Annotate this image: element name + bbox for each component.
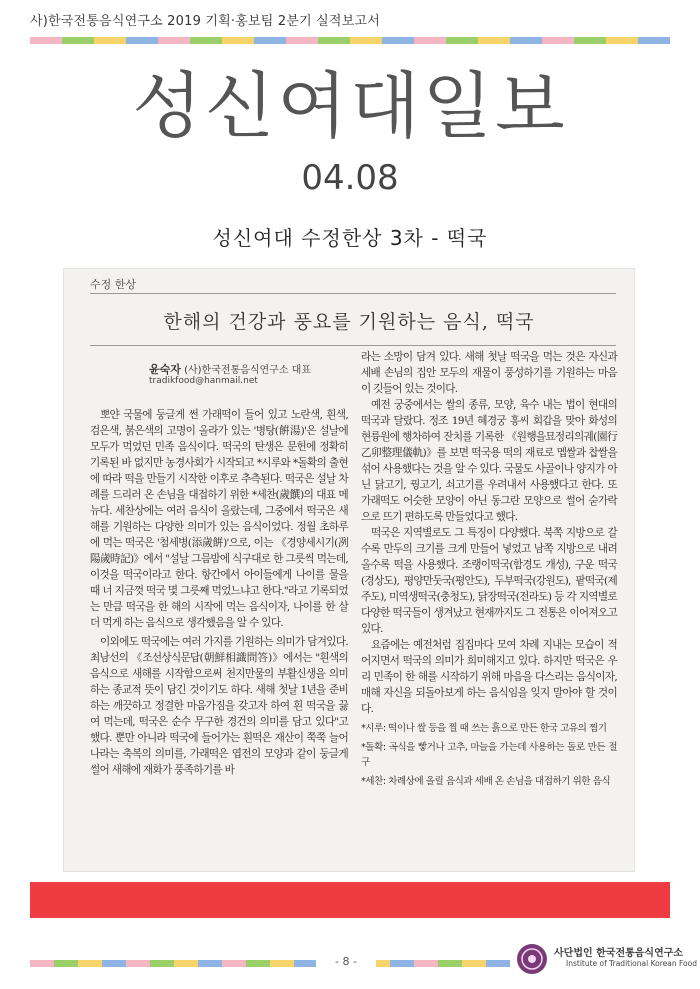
stripe-segment (222, 960, 246, 967)
stripe-segment (414, 37, 446, 44)
page-number: - 8 - (316, 955, 376, 968)
organization-name-english: Institute of Traditional Korean Food (566, 959, 697, 968)
stripe-segment (542, 37, 574, 44)
stripe-segment (638, 37, 670, 44)
organization-name-korean: 사단법인 한국전통음식연구소 (554, 948, 684, 959)
paragraph: 이외에도 떡국에는 여러 가지를 기원하는 의미가 담겨있다. 최남선의 《조선상식문답(朝鮮相識問答)》에서는 "흰색의 음식으로 새해를 시작함으로써 천지만물의 부활신생을 의미하는 종교적 뜻이 담긴 것이기도 하다. 새해 첫날 1년을 준비하는 깨끗하고 정결한 마음가짐을 갖고자 하여 흰 떡국을 끓여 먹는데, 떡국은 순수 무구한 경건의 의미를 담고 있다"고 했다. 뿐만 아니라 떡국에 들어가는 흰떡은 재산이 쭉쭉 늘어나라는 축복의 의미를, 가래떡은 엽전의 모양과 같이 둥글게 썰어 새해에 재화가 풍족하기를 바 (90, 636, 348, 776)
stripe-segment (54, 960, 78, 967)
stripe-segment (94, 37, 126, 44)
paragraph: 뽀얀 국물에 둥글게 썬 가래떡이 들어 있고 노란색, 흰색, 검은색, 붉은색의 고명이 올라가 있는 '병탕(餠湯)'은 설날에 모두가 먹었던 민족 음식이다. 떡국의 탄생은 문헌에 정확히 기록된 바 없지만 농경사회가 시작되고 *시루와 *돌확의 출현에 따라 떡을 만들기 시작한 이후로 추측된다. 떡국은 설날 차례를 드리러 온 손님을 대접하기 위한 *세찬(歲饌)의 대표 메뉴다. 세찬상에는 여러 음식이 올랐는데, 그중에서 떡국은 새해를 기원하는 다양한 의미가 있는 음식이었다. 정월 초하루에 먹는 떡국은 '첨세병(添歲餠)'으로, 이는 《경양세시기(冽陽歲時記)》에서 "설날 그믐밤에 식구대로 한 그릇씩 먹는데, 이것을 떡국이라고 한다. 항간에서 아이들에게 나이를 물을 때 너 지금껏 떡국 몇 그릇째 먹었느냐고 한다."라고 기록되었는 만큼 떡국을 한 해의 시작에 먹는 음식이자, 나이를 한 살 더 먹게 하는 음식으로 생각했음을 알 수 있다. (90, 409, 348, 629)
stripe-segment (350, 37, 382, 44)
article-date: 04.08 (301, 158, 399, 198)
footnote: *시루: 떡이나 쌀 등을 찔 때 쓰는 흙으로 만든 한국 고유의 찜기 (361, 723, 607, 734)
stripe-segment (438, 960, 462, 967)
stripe-segment (390, 960, 414, 967)
stripe-segment (294, 960, 318, 967)
footnote: *세찬: 차례상에 올릴 음식과 세배 온 손님을 대접하기 위한 음식 (361, 776, 611, 787)
stripe-segment (462, 960, 486, 967)
stripe-segment (78, 960, 102, 967)
stripe-segment (286, 37, 318, 44)
footnote: *돌확: 곡식을 빻거나 고추, 마늘을 가는데 사용하는 돌로 만든 절구 (361, 742, 617, 768)
section-label: 수정 한상 (90, 278, 137, 291)
stripe-segment (30, 37, 62, 44)
stripe-segment (382, 37, 414, 44)
author-email: tradikfood@hanmail.net (149, 376, 258, 386)
stripe-segment (190, 37, 222, 44)
stripe-segment (414, 960, 438, 967)
paragraph: 라는 소망이 담겨 있다. 새해 첫날 떡국을 먹는 것은 자신과 세배 손님의 집안 모두의 재물이 풍성하기를 기원하는 마음이 깃들어 있는 것이다. (361, 351, 617, 395)
article-column-left (90, 407, 348, 778)
stripe-segment (254, 37, 286, 44)
divider-top (90, 293, 616, 294)
stripe-segment (30, 960, 54, 967)
stripe-segment (150, 960, 174, 967)
author-affiliation: (사)한국전통음식연구소 대표 (184, 365, 311, 376)
report-header-title: 사)한국전통음식연구소 2019 기획·홍보팀 2분기 실적보고서 (30, 14, 380, 29)
paragraph: 예전 궁중에서는 쌀의 종류, 모양, 육수 내는 법이 현대의 떡국과 달랐다. 정조 19년 혜경궁 홍씨 회갑을 맞아 화성의 현륭원에 행차하여 잔치를 기록한 《원행을묘정리의궤(園行乙卯整理儀軌)》를 보면 떡국용 떡의 재료로 멥쌀과 찹쌀을 섞어 사용했다는 것을 알 수 있다. 국물도 사골이나 양지가 아닌 닭고기, 꿩고기, 쇠고기를 우려내서 사용했다고 한다. 또 가래떡도 어슷한 모양이 아닌 동그란 모양으로 썰어 숟가락으로 뜨기 편하도록 만들었다고 했다. (361, 399, 617, 523)
stripe-segment (198, 960, 222, 967)
stripe-segment (606, 37, 638, 44)
stripe-segment (126, 960, 150, 967)
stripe-segment (222, 37, 254, 44)
stripe-segment (246, 960, 270, 967)
divider-under-headline (90, 345, 616, 346)
stripe-segment (478, 37, 510, 44)
bottom-color-stripe (30, 960, 510, 967)
stripe-segment (318, 37, 350, 44)
newspaper-title: 성신여대일보 (132, 64, 568, 148)
top-color-stripe (30, 37, 670, 44)
article-column-right (361, 349, 617, 789)
stripe-segment (270, 960, 294, 967)
author-line (149, 361, 311, 377)
stripe-segment (510, 37, 542, 44)
stripe-segment (158, 37, 190, 44)
stripe-segment (126, 37, 158, 44)
organization-logo-icon (515, 942, 549, 976)
article-headline: 한해의 건강과 풍요를 기원하는 음식, 떡국 (163, 311, 535, 333)
stripe-segment (446, 37, 478, 44)
stripe-segment (174, 960, 198, 967)
author-name: 윤숙자 (149, 363, 181, 376)
newspaper-clipping (63, 268, 635, 872)
article-subtitle: 성신여대 수정한상 3차 - 떡국 (212, 226, 488, 250)
red-banner-bar (30, 882, 670, 918)
stripe-segment (102, 960, 126, 967)
stripe-segment (62, 37, 94, 44)
stripe-segment (574, 37, 606, 44)
paragraph: 요즘에는 예전처럼 집집마다 모여 차례 지내는 모습이 적어지면서 떡국의 의미가 희미해지고 있다. 하지만 떡국은 우리 민족이 한 해를 시작하기 위해 마음을 다스리는 음식이자, 매해 자신을 되돌아보게 하는 음식임을 잊지 말아야 할 것이다. (361, 639, 617, 715)
stripe-segment (486, 960, 510, 967)
paragraph: 떡국은 지역별로도 그 특징이 다양했다. 북쪽 지방으로 갈수록 만두의 크기를 크게 만들어 넣었고 남쪽 지방으로 내려올수록 떡을 사용했다. 조랭이떡국(함경도 개성), 구운 떡국(경상도), 평양만둣국(평안도), 두부떡국(강원도), 팥떡국(제주도), 미역생떡국(충청도), 닭장떡국(전라도) 등 각 지역별로 다양한 떡국들이 생겨났고 현재까지도 그 전통은 이어져오고 있다. (361, 527, 617, 635)
